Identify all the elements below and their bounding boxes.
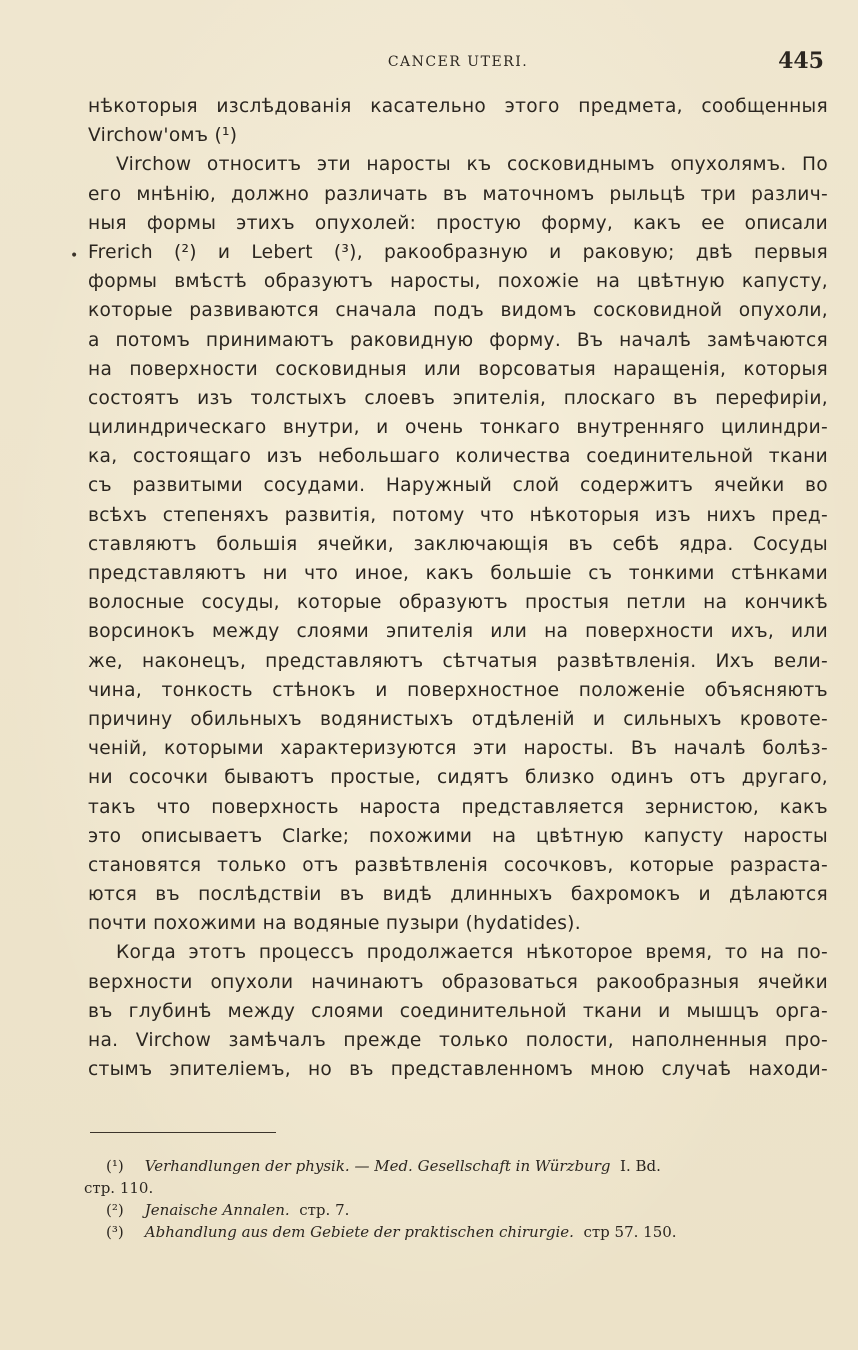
text-line: представляютъ ни что иное, какъ большіе съ тонкими стѣнками (88, 563, 828, 584)
text-line: Frerich (²) и Lebert (³), ракообразную и раковую; двѣ первыя (88, 241, 828, 263)
footnote (106, 1221, 806, 1243)
text-line: же, наконецъ, представляютъ сѣтчатыя развѣтвленія. Ихъ вели- (88, 650, 828, 672)
text-line: Когда этотъ процессъ продолжается нѣкоторое время, то на по- (116, 942, 828, 964)
footnote-reference: стр 57. 150. (583, 1223, 677, 1241)
paragraph (88, 150, 828, 938)
text-line: нѣкоторыя изслѣдованія касательно этого предмета, сообщенныя (88, 96, 828, 117)
footnote-reference: стр. 110. (84, 1179, 154, 1197)
text-line: почти похожими на водяные пузыри (hydatides). (88, 913, 581, 935)
page-number: 445 (778, 48, 824, 74)
text-line: ченій, которыми характеризуются эти наросты. Въ началѣ болѣз- (88, 738, 828, 760)
text-line: стымъ эпителіемъ, но въ представленномъ мною случаѣ находи- (88, 1059, 828, 1081)
text-line: чина, тонкость стѣнокъ и поверхностное положеніе объясняютъ (88, 679, 828, 701)
text-line: Virchow относитъ эти наросты къ сосковиднымъ опухолямъ. По (116, 154, 828, 176)
footnote-source: Jenaische Annalen. (144, 1201, 290, 1219)
running-title: CANCER UTERI. (387, 54, 529, 70)
text-line: съ развитыми сосудами. Наружный слой содержитъ ячейки во (88, 475, 828, 497)
text-line: это описываетъ Clarke; похожими на цвѣтную капусту наросты (88, 825, 828, 847)
footnote (106, 1199, 806, 1221)
text-line: Virchow'омъ (¹) (88, 125, 238, 147)
paragraph (88, 92, 828, 150)
text-line: на поверхности сосковидныя или ворсоватыя наращенія, которыя (88, 358, 828, 380)
footnote-continuation (84, 1177, 806, 1199)
text-line: ются въ послѣдствіи въ видѣ длинныхъ бахромокъ и дѣлаются (88, 884, 828, 906)
footnote-source: Verhandlungen der physik. — Med. Gesellschaft in Würzburg (144, 1157, 611, 1175)
text-line: его мнѣнію, должно различать въ маточномъ рыльцѣ три различ- (88, 183, 828, 205)
footnote-source: Abhandlung aus dem Gebiete der praktischen chirurgie. (144, 1223, 574, 1241)
text-line: цилиндрическаго внутри, и очень тонкаго внутренняго цилиндри- (88, 417, 828, 439)
text-line: ставляютъ большія ячейки, заключающія въ себѣ ядра. Сосуды (88, 533, 828, 555)
text-line: становятся только отъ развѣтвленія сосочковъ, которые разраста- (88, 854, 828, 876)
footnote (106, 1155, 806, 1177)
text-line: волосные сосуды, которые образуютъ простыя петли на кончикѣ (88, 592, 828, 614)
footnote-marker: (¹) (106, 1157, 124, 1175)
running-head (88, 48, 828, 76)
body-text (88, 92, 828, 1084)
text-line: причину обильныхъ водянистыхъ отдѣленій и сильныхъ кровоте- (88, 708, 828, 730)
text-line: ни сосочки бываютъ простые, сидятъ близко одинъ отъ другаго, (88, 767, 828, 789)
footnote-marker: (²) (106, 1201, 124, 1219)
text-line: а потомъ принимаютъ раковидную форму. Въ началѣ замѣчаются (88, 329, 828, 351)
text-line: въ глубинѣ между слоями соединительной ткани и мышцъ орга- (88, 1000, 828, 1022)
text-line: ныя формы этихъ опухолей: простую форму, какъ ее описали (88, 212, 828, 234)
text-line: на. Virchow замѣчалъ прежде только полости, наполненныя про- (88, 1030, 828, 1051)
footnote-rule (90, 1132, 276, 1133)
text-line: ворсинокъ между слоями эпителія или на поверхности ихъ, или (88, 621, 828, 643)
text-line: состоятъ изъ толстыхъ слоевъ эпителія, плоскаго въ перефиріи, (88, 387, 828, 409)
footnote-marker: (³) (106, 1223, 124, 1241)
text-line: такъ что поверхность нароста представляется зернистою, какъ (88, 796, 828, 818)
text-line: верхности опухоли начинаютъ образоваться ракообразныя ячейки (88, 971, 828, 993)
text-line: которые развиваются сначала подъ видомъ сосковидной опухоли, (88, 300, 828, 322)
footnotes (84, 1155, 806, 1243)
footnote-reference: стр. 7. (299, 1201, 350, 1219)
paragraph (88, 938, 828, 1084)
text-line: формы вмѣстѣ образуютъ наросты, похожіе на цвѣтную капусту, (88, 271, 828, 293)
text-line: ка, состоящаго изъ небольшаго количества соединительной ткани (88, 446, 828, 468)
text-line: всѣхъ степеняхъ развитія, потому что нѣкоторыя изъ нихъ пред- (88, 504, 828, 526)
margin-bullet: • (70, 248, 79, 264)
footnote-reference: I. Bd. (620, 1157, 661, 1175)
